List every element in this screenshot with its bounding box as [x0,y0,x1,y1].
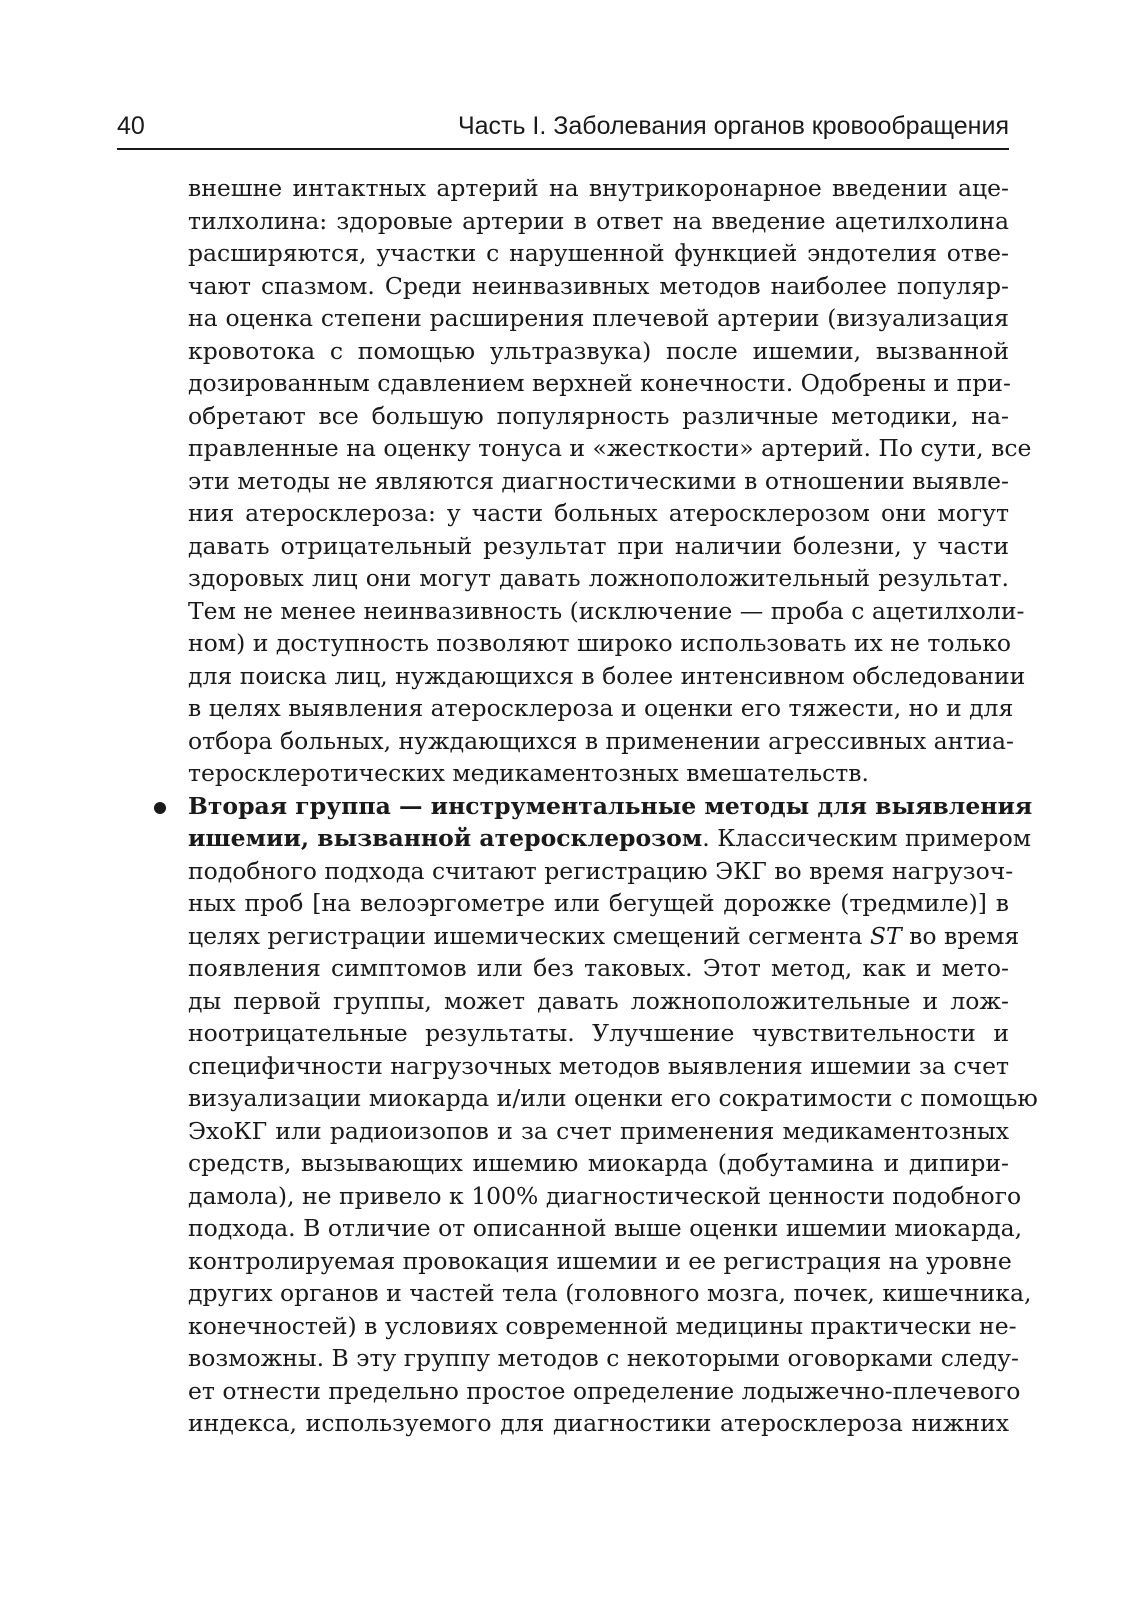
text-line: чают спазмом. Среди неинвазивных методов наиболее популяр- [188,271,1009,300]
text-line: специфичности нагрузочных методов выявления ишемии за счет [188,1051,1009,1080]
text-line: дозированным сдавлением верхней конечности. Одобрены и при- [188,369,1011,397]
text-line: индекса, используемого для диагностики атеросклероза нижних [188,1409,1009,1437]
text-line: ЭхоКГ или радиоизопов и за счет применения медикаментозных [188,1116,1009,1145]
text-line: теросклеротических медикаментозных вмешательств. [188,759,870,787]
text-line: ды первой группы, может давать ложноположительные и лож- [188,986,1009,1015]
text-line [188,920,1020,953]
bullet-heading-bold: ишемии, вызванной атеросклерозом [188,824,703,852]
text-line: конечностей) в условиях современной медицины практически не- [188,1311,1017,1340]
bullet-heading-line: Вторая группа — инструментальные методы для выявления [188,791,1033,820]
st-segment-label: ST [869,921,902,950]
text-line: контролируемая провокация ишемии и ее регистрация на уровне [188,1246,1012,1275]
paragraph-continued [188,172,1032,790]
bullet-marker [154,802,166,814]
text-segment: во время [901,921,1020,950]
text-line: ния атеросклероза: у части больных атеросклерозом они могут [188,499,1009,527]
text-line: на оценка степени расширения плечевой артерии (визуализация [188,304,1009,332]
text-line [188,822,1032,855]
running-title: Часть I. Заболевания органов кровообращения [457,112,1009,140]
text-line: обретают все большую популярность различные методики, на- [188,401,1009,430]
text-line: давать отрицательный результат при наличии болезни, у части [188,531,1009,560]
text-line: ноотрицательные результаты. Улучшение чувствительности и [188,1019,1009,1047]
text-line: ных проб [на велоэргометре или бегущей дорожке (тредмиле)] в [188,889,1009,917]
text-line: ет отнести предельно простое определение лодыжечно-плечевого [188,1376,1021,1405]
text-segment: целях регистрации ишемических смещений сегмента [188,921,870,950]
text-line: эти методы не являются диагностическими в отношении выявле- [188,466,1009,495]
text-line: визуализации миокарда и/или оценки его сократимости с помощью [188,1084,1038,1112]
text-line: правленные на оценку тонуса и «жесткости» артерий. По сути, все [188,434,1032,462]
text-line: возможны. В эту группу методов с некоторыми оговорками следу- [188,1344,1019,1372]
text-line: кровотока с помощью ультразвука) после ишемии, вызванной [188,336,1009,365]
text-line: подобного подхода считают регистрацию ЭКГ во время нагрузоч- [188,856,1014,885]
text-line: появления симптомов или без таковых. Этот метод, как и мето- [188,954,1009,982]
body-text [188,172,1038,1440]
text-line: здоровых лиц они могут давать ложноположительный результат. [188,564,1009,592]
text-line: для поиска лиц, нуждающихся в более интенсивном обследовании [188,661,1026,690]
text-line: внешне интактных артерий на внутрикоронарное введении аце- [188,174,1009,202]
text-line: подхода. В отличие от описанной выше оценки ишемии миокарда, [188,1214,1023,1242]
text-line: в целях выявления атеросклероза и оценки его тяжести, но и для [188,694,1014,722]
text-line: отбора больных, нуждающихся в применении агрессивных антиа- [188,726,1014,755]
text-line: средств, вызывающих ишемию миокарда (добутамина и дипири- [188,1149,1009,1177]
text-line: дамола), не привело к 100% диагностической ценности подобного [188,1181,1022,1210]
text-line: расширяются, участки с нарушенной функцией эндотелия отве- [188,239,1009,267]
page-header [117,108,1009,150]
text-line: тилхолина: здоровые артерии в ответ на введение ацетилхолина [188,206,1009,235]
text-line: Тем не менее неинвазивность (исключение — проба с ацетилхоли- [188,596,1025,625]
bullet-heading-rest: . Классическим примером [702,824,1032,852]
text-line: ном) и доступность позволяют широко использовать их не только [188,629,1012,657]
page-number: 40 [117,112,145,140]
bullet-item-second-group [188,790,1038,1440]
text-line: других органов и частей тела (головного мозга, почек, кишечника, [188,1279,1032,1307]
